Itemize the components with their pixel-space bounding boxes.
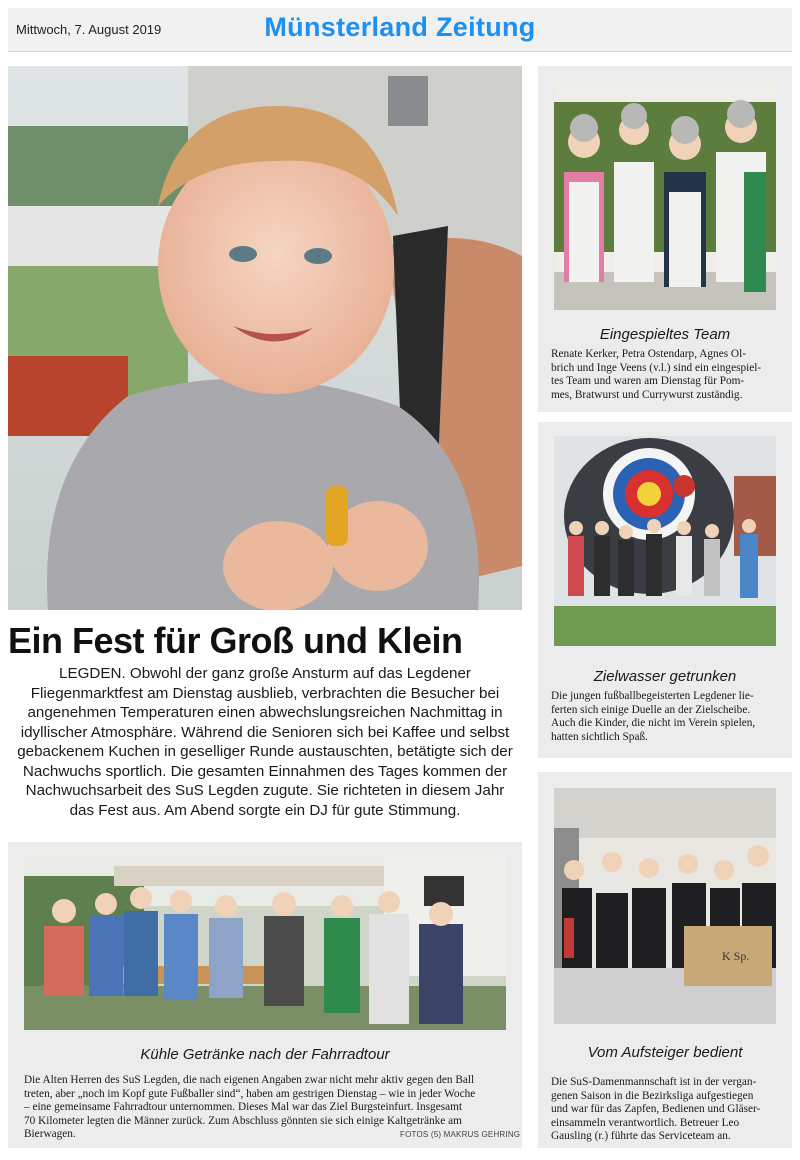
bottom-story-title: Kühle Getränke nach der Fahrradtour — [140, 1046, 390, 1063]
photo-womens-team — [554, 788, 776, 1024]
photo-old-boys-team — [24, 856, 506, 1030]
newspaper-name: Münsterland Zeitung — [264, 12, 536, 42]
side-story-1-title: Eingespieltes Team — [599, 326, 731, 343]
svg-text:K Sp.: K Sp. — [722, 949, 750, 963]
bottom-story-text: Die Alten Herren des SuS Legden, die nach eigenen Angaben zwar nicht mehr aktiv gegen den Ball treten, aber „noch im Kopf gute Fußballer sind“, haben am gestrigen Dienstag – wie in jeder Woche – eine gemeinsame Fahrradtour unternommen. Dieses Mal war das Ziel Burgsteinfurt. Insgesamt 70 Kilometer legten die Männer zurück. Zum Abschluss gönnten sie sich einige Kaltgetränke am Bierwagen. — [24, 1074, 476, 1141]
side-story-2-text: Die jungen fußballbegeisterten Legdener lie- ferten sich einige Duelle an der Zielscheibe. Auch die Kinder, die nicht im Verein spielen, hatten sichtlich Spaß. — [551, 690, 756, 743]
side-story-1-text: Renate Kerker, Petra Ostendarp, Agnes Ol- brich und Inge Veens (v.l.) sind ein eingespiel- tes Team und waren am Dienstag für Pom- mes, Bratwurst und Currywurst zuständig. — [551, 348, 762, 401]
side-story-3-text: Die SuS-Damenmannschaft ist in der vergan- genen Saison in die Bezirksliga aufgestiegen und war für das Zapfen, Bedienen und Gläser- einsammeln verantwortlich. Betreuer Leo Gausling (r.) führte das Serviceteam an. — [551, 1076, 761, 1143]
photo-credit: FOTOS (5) MAKRUS GEHRING — [400, 1130, 521, 1139]
issue-date: Mittwoch, 7. August 2019 — [16, 22, 162, 37]
photo-target-kids — [554, 436, 776, 646]
photo-kitchen-team — [554, 82, 776, 310]
side-story-2-title: Zielwasser getrunken — [593, 668, 737, 685]
main-headline: Ein Fest für Groß und Klein — [8, 620, 463, 661]
side-story-3-title: Vom Aufsteiger bedient — [587, 1044, 743, 1061]
newspaper-header — [8, 8, 792, 52]
main-lead-text: LEGDEN. Obwohl der ganz große Ansturm auf das Legdener Fliegenmarktfest am Dienstag ausblieb, verbrachten die Besucher bei angenehmen Temperaturen einen abwechslungsreichen Nachmittag in idyllischer Atmosphäre. Während die Senioren sich bei Kaffee und selbst gebackenem Kuchen in geselliger Runde austauschten, betätigte sich der Nachwuchs sportlich. Die gesamten Einnahmen des Tages kommen der Nachwuchsarbeit des SuS Legden zugute. Sie richteten in diesem Jahr das Fest aus. Am Abend sorgte ein DJ für gute Stimmung. — [17, 665, 513, 819]
main-photo-toddler — [8, 66, 522, 610]
